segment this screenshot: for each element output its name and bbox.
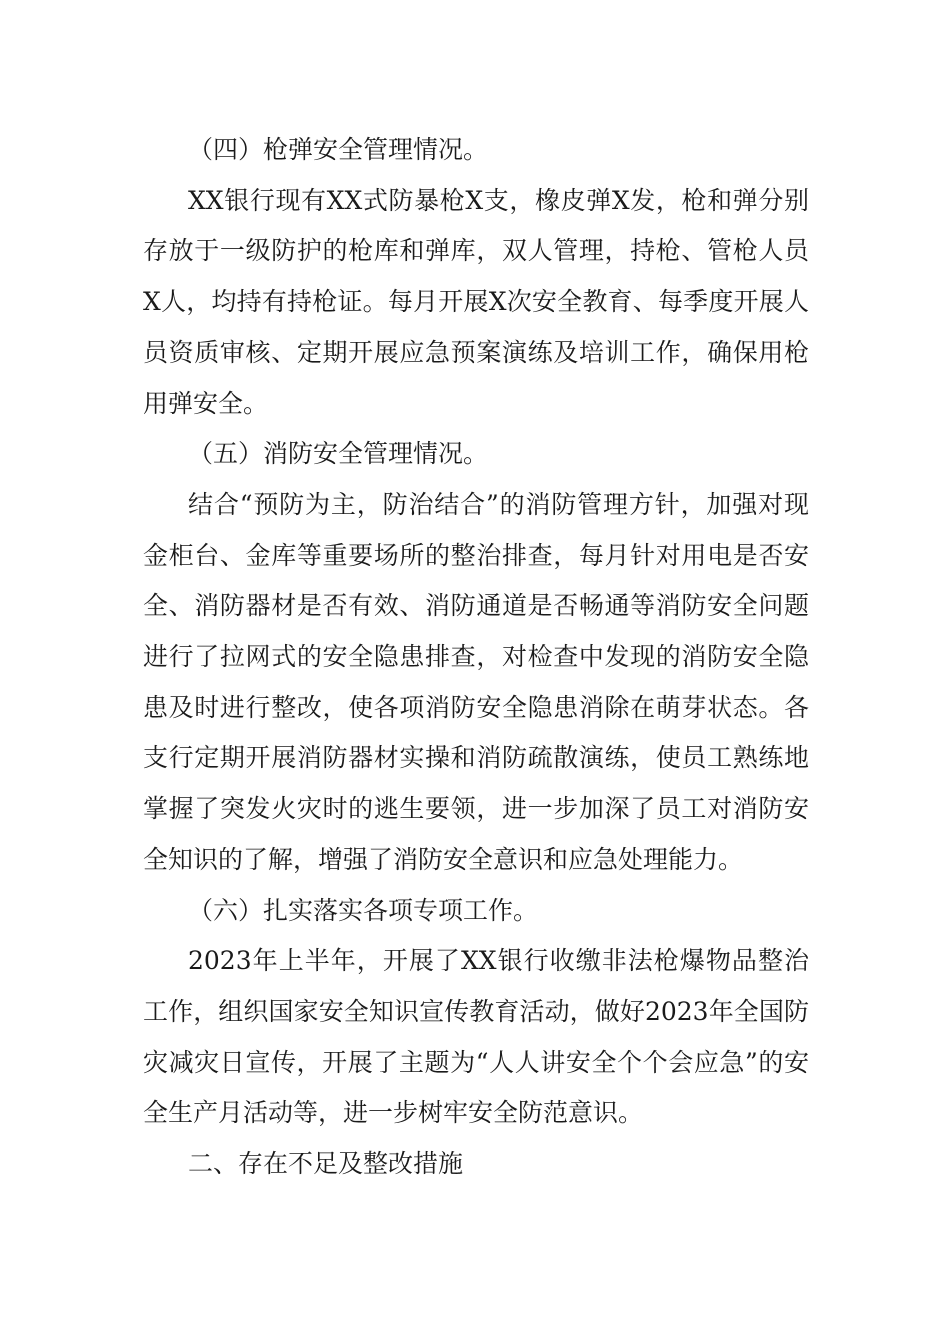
paragraph-fire-safety: 结合“预防为主，防治结合”的消防管理方针，加强对现金柜台、金库等重要场所的整治排查，每月针对用电是否安全、消防器材是否有效、消防通道是否畅通等消防安全问题进行了拉网式的安全隐患排查，对检查中发现的消防安全隐患及时进行整改，使各项消防安全隐患消除在萌芽状态。各支行定期开展消防器材实操和消防疏散演练，使员工熟练地掌握了突发火灾时的逃生要领，进一步加深了员工对消防安全知识的了解，增强了消防安全意识和应急处理能力。 (143, 489, 809, 874)
section-heading-6: （六）扎实落实各项专项工作。 (188, 895, 539, 925)
section-heading-5: （五）消防安全管理情况。 (188, 439, 489, 469)
section-heading-2: 二、存在不足及整改措施 (188, 1149, 464, 1179)
paragraph-special-work: 2023年上半年，开展了XX银行收缴非法枪爆物品整治工作，组织国家安全知识宣传教育活动，做好2023年全国防灾减灾日宣传，开展了主题为“人人讲安全个个会应急”的安全生产月活动等，进一步树牢安全防范意识。 (143, 946, 809, 1128)
document-body (143, 125, 809, 1190)
section-heading-4: （四）枪弹安全管理情况。 (188, 135, 489, 164)
paragraph-firearms: XX银行现有XX式防暴枪X支，橡皮弹X发，枪和弹分别存放于一级防护的枪库和弹库，双人管理，持枪、管枪人员X人，均持有持枪证。每月开展X次安全教育、每季度开展人员资质审核、定期开展应急预案演练及培训工作，确保用枪用弹安全。 (143, 185, 809, 418)
